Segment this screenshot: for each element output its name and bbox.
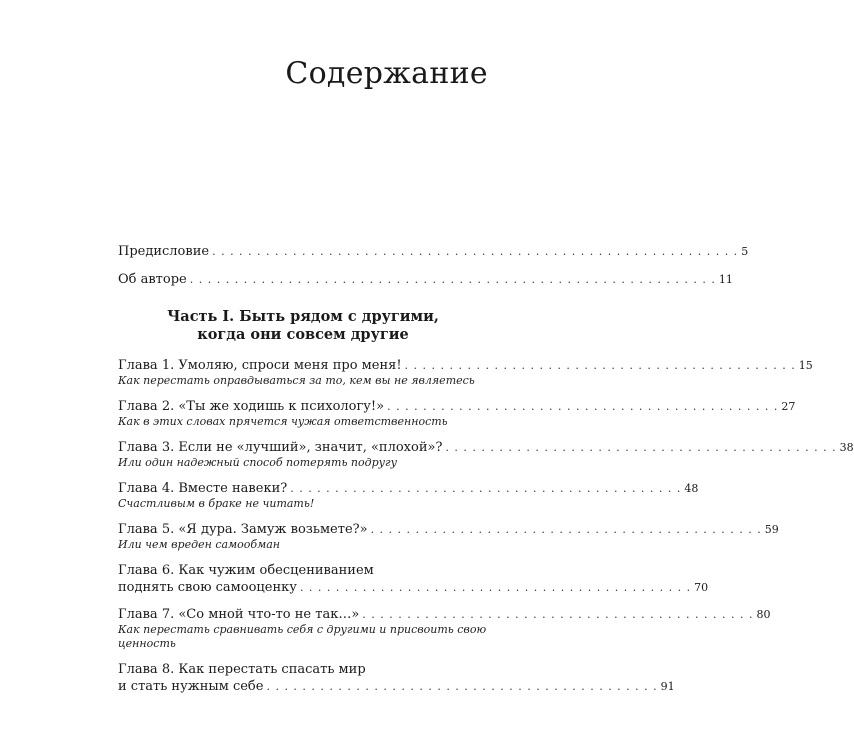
chapter-line [118,357,813,374]
chapter-line-1 [118,562,488,579]
entry-page: 5 [741,245,749,258]
toc-chapter-3[interactable] [118,439,854,470]
chapter-page: 59 [764,523,779,536]
leader-dots: . . . . . . . . . . . . . . . . . . . . . . . . . . . . . . . . . . . . . . . . . . . . [370,523,762,536]
entry-page: 11 [718,273,733,286]
chapter-line [118,480,699,497]
chapter-label: Глава 7. «Со мной что-то не так…» [118,607,360,622]
chapter-page: 48 [684,482,699,495]
page-title: Содержание [285,56,488,91]
chapter-label: Глава 2. «Ты же ходишь к психологу!» [118,399,385,414]
toc-chapter-7[interactable] [118,606,771,651]
toc-chapter-6[interactable] [118,562,709,596]
part-title-line: Часть I. Быть рядом с другими, [167,308,439,325]
chapter-page: 15 [798,359,813,372]
chapter-subtitle: Счастливым в браке не читать! [118,497,315,510]
chapter-label-cont: и стать нужным себе [118,679,264,694]
chapter-label: Глава 8. Как перестать спасать мир [118,662,366,677]
chapter-page: 91 [660,680,675,693]
leader-dots: . . . . . . . . . . . . . . . . . . . . . . . . . . . . . . . . . . . . . . . . . . . . [387,400,779,413]
chapter-page: 80 [756,608,771,621]
chapter-line [118,678,675,695]
part-title-line: когда они совсем другие [197,326,409,343]
chapter-label: Глава 1. Умоляю, спроси меня про меня! [118,358,402,373]
leader-dots: . . . . . . . . . . . . . . . . . . . . . . . . . . . . . . . . . . . . . . . . . . . . [299,581,692,594]
chapter-line [118,579,709,596]
entry-label: Об авторе [118,272,187,287]
leader-dots: . . . . . . . . . . . . . . . . . . . . . . . . . . . . . . . . . . . . . . . . . . . . [445,441,837,454]
chapter-subtitle: Или чем вреден самообман [118,538,281,551]
chapter-label: Глава 4. Вместе навеки? [118,481,288,496]
part-heading [118,308,488,344]
chapter-label: Глава 3. Если не «лучший», значит, «плохой»? [118,440,443,455]
leader-dots: . . . . . . . . . . . . . . . . . . . . . . . . . . . . . . . . . . . . . . . . . . . . [266,680,658,693]
chapter-subtitle: Как в этих словах прячется чужая ответственность [118,415,448,428]
entry-label: Предисловие [118,244,210,259]
toc-chapter-2[interactable] [118,398,796,429]
toc-chapter-1[interactable] [118,357,813,388]
chapter-line [118,439,854,456]
chapter-label: Глава 5. «Я дура. Замуж возьмете?» [118,522,368,537]
chapter-line [118,398,796,415]
chapter-line [118,606,771,623]
toc-chapter-5[interactable] [118,521,779,552]
chapter-page: 70 [694,581,709,594]
toc-entry-preface[interactable] [118,243,749,260]
toc-entry-about-author[interactable] [118,271,733,288]
chapter-label-cont: поднять свою самооценку [118,580,297,595]
chapter-subtitle: Как перестать оправдываться за то, кем вы не являетесь [118,374,475,387]
leader-dots: . . . . . . . . . . . . . . . . . . . . . . . . . . . . . . . . . . . . . . . . . . . . [404,359,796,372]
toc-chapter-4[interactable] [118,480,699,511]
chapter-line-1 [118,661,488,678]
chapter-line [118,521,779,538]
leader-dots: . . . . . . . . . . . . . . . . . . . . . . . . . . . . . . . . . . . . . . . . . . . . . . . . . . . . . . . . . . . [212,245,739,258]
leader-dots: . . . . . . . . . . . . . . . . . . . . . . . . . . . . . . . . . . . . . . . . . . . . [290,482,682,495]
chapter-page: 38 [839,441,854,454]
leader-dots: . . . . . . . . . . . . . . . . . . . . . . . . . . . . . . . . . . . . . . . . . . . . [362,608,754,621]
toc-chapter-8[interactable] [118,661,675,695]
chapter-page: 27 [781,400,796,413]
table-of-contents [118,243,854,705]
chapter-subtitle: Или один надежный способ потерять подругу [118,456,397,469]
chapter-label: Глава 6. Как чужим обесцениванием [118,563,374,578]
leader-dots: . . . . . . . . . . . . . . . . . . . . . . . . . . . . . . . . . . . . . . . . . . . . . . . . . . . . . . . . . . . [189,273,716,286]
chapter-subtitle: Как перестать сравнивать себя с другими и присвоить свою ценность [118,623,487,650]
